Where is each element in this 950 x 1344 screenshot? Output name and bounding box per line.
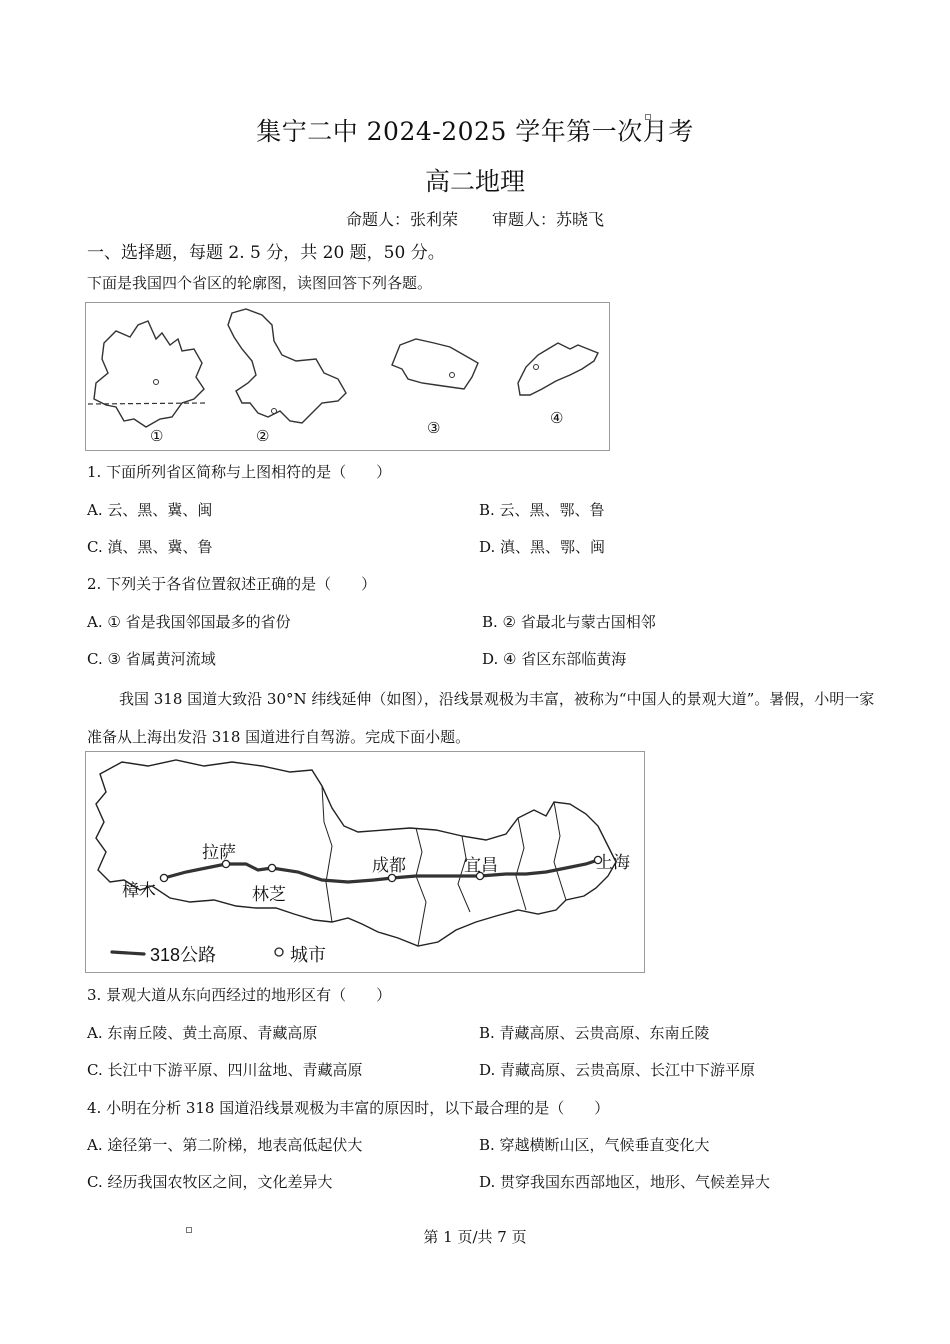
- question-1-option-b: B. 云、黑、鄂、鲁: [479, 501, 605, 519]
- city-label-yichang: 宜昌: [464, 856, 498, 875]
- reviewer: 审题人：苏晓飞: [492, 210, 605, 229]
- section-heading: 一、选择题，每题 2. 5 分，共 20 题，50 分。: [87, 243, 445, 263]
- section-intro: 下面是我国四个省区的轮廓图，读图回答下列各题。: [87, 274, 433, 292]
- figure-label-3: ③: [427, 419, 441, 437]
- province-outline-4: [518, 343, 598, 395]
- province-outlines-figure: [85, 302, 610, 451]
- route-318-map: [85, 751, 645, 973]
- question-4-option-a: A. 途径第一、第二阶梯，地表高低起伏大: [87, 1136, 363, 1154]
- province-boundary-5: [554, 802, 566, 900]
- city-label-shanghai: 上海: [596, 853, 630, 872]
- page-number: 第 1 页/共 7 页: [423, 1228, 527, 1246]
- province-outline-2: [228, 309, 346, 423]
- city-label-nyingchi: 林芝: [252, 885, 286, 904]
- subject-title: 高二地理: [424, 167, 525, 196]
- small-square-mark: [645, 114, 651, 120]
- figure-label-4: ④: [550, 409, 564, 427]
- tropic-dashed-line: [88, 403, 206, 404]
- question-2-option-d: D. ④ 省区东部临黄海: [482, 650, 627, 668]
- question-4-stem: 4. 小明在分析 318 国道沿线景观极为丰富的原因时，以下最合理的是（ ）: [87, 1099, 610, 1117]
- city-label-chengdu: 成都: [372, 856, 406, 875]
- province-outline-3: [392, 339, 478, 389]
- question-1-option-c: C. 滇、黑、冀、鲁: [87, 538, 213, 556]
- question-1-option-d: D. 滇、黑、鄂、闽: [479, 538, 606, 556]
- question-4-option-b: B. 穿越横断山区，气候垂直变化大: [479, 1136, 710, 1154]
- legend-city-symbol: [275, 948, 283, 956]
- question-3-stem: 3. 景观大道从东向西经过的地形区有（ ）: [87, 986, 392, 1004]
- question-3-option-d: D. 青藏高原、云贵高原、长江中下游平原: [479, 1061, 756, 1079]
- question-4-option-d: D. 贯穿我国东西部地区，地形、气候差异大: [479, 1173, 771, 1191]
- legend-city-label: 城市: [290, 945, 326, 965]
- figure-label-2: ②: [256, 427, 270, 445]
- province-boundary-4: [516, 818, 526, 910]
- question-2-option-b: B. ② 省最北与蒙古国相邻: [482, 613, 656, 631]
- author: 命题人：张利荣: [345, 210, 458, 229]
- question-2-option-a: A. ① 省是我国邻国最多的省份: [87, 613, 291, 631]
- capital-dot-2: [272, 409, 277, 414]
- question-4-option-c: C. 经历我国农牧区之间，文化差异大: [87, 1173, 333, 1191]
- question-2-option-c: C. ③ 省属黄河流域: [87, 650, 216, 668]
- exam-title: 集宁二中 2024-2025 学年第一次月考: [256, 117, 694, 146]
- province-outline-1: [94, 321, 204, 427]
- city-dot-zhangmu: [160, 874, 167, 881]
- question-1-option-a: A. 云、黑、冀、闽: [87, 501, 213, 519]
- legend-road-symbol: [112, 952, 144, 954]
- question-3-option-b: B. 青藏高原、云贵高原、东南丘陵: [479, 1024, 710, 1042]
- authors-line: [0, 207, 950, 230]
- figure-label-1: ①: [150, 427, 164, 445]
- city-label-lhasa: 拉萨: [202, 843, 236, 862]
- province-boundary-2: [416, 828, 426, 946]
- legend-road-label: 318公路: [150, 945, 217, 965]
- capital-dot-1: [154, 380, 159, 385]
- capital-dot-3: [450, 373, 455, 378]
- question-3-option-c: C. 长江中下游平原、四川盆地、青藏高原: [87, 1061, 363, 1079]
- route-318-passage: 我国 318 国道大致沿 30°N 纬线延伸（如图），沿线景观极为丰富，被称为“中国人的景观大道”。暑假，小明一家准备从上海出发沿 318 国道进行自驾游。完成下面小题。: [87, 690, 875, 746]
- city-label-zhangmu: 樟木: [122, 881, 156, 900]
- question-3-option-a: A. 东南丘陵、黄土高原、青藏高原: [87, 1024, 318, 1042]
- question-2-stem: 2. 下列关于各省位置叙述正确的是（ ）: [87, 575, 377, 593]
- map-region-outline: [96, 760, 616, 946]
- question-1-stem: 1. 下面所列省区简称与上图相符的是（ ）: [87, 463, 392, 481]
- capital-dot-4: [534, 365, 539, 370]
- province-boundary-1: [322, 786, 332, 922]
- city-dot-nyingchi: [268, 864, 275, 871]
